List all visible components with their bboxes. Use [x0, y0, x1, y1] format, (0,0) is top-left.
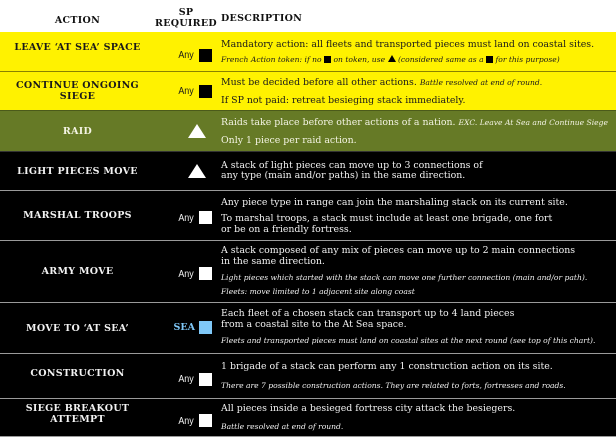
sea-label: SEA: [173, 321, 195, 333]
description-text: 1 brigade of a stack can perform any 1 construction action on its site.: [221, 361, 553, 372]
blue-square-icon: [199, 321, 212, 334]
action-name: LIGHT PIECES MOVE: [17, 165, 138, 177]
header-sp-required: [155, 0, 217, 32]
table-row-siege-breakout: [0, 398, 616, 437]
sp-label: Any: [178, 211, 194, 224]
table-row-army-move: [0, 240, 616, 302]
description-text: from a coastal site to the At Sea space.: [221, 319, 407, 330]
description-note: Battle resolved at end of round.: [221, 422, 344, 431]
note-text: French Action token: if no: [221, 55, 322, 64]
action-name: ARMY MOVE: [41, 266, 114, 277]
black-square-icon: [199, 85, 212, 98]
description-text: [221, 77, 616, 88]
note-text: for this purpose): [495, 55, 560, 64]
description-text: or be on a friendly fortress.: [221, 223, 352, 235]
description: [217, 72, 616, 110]
description-note: Fleets and transported pieces must land on coastal sites at the next round (see top of this chart).: [221, 336, 596, 345]
description: [217, 191, 616, 240]
header-action: ACTION: [54, 14, 101, 26]
table-row-marshal-troops: [0, 190, 616, 240]
description-note: There are 7 possible construction actions. They are related to forts, fortresses and roads.: [221, 381, 566, 390]
desc-main: Raids take place before other actions of a nation.: [221, 116, 456, 128]
table-header: [0, 0, 616, 32]
sp-required: [155, 399, 217, 436]
action-name: CONTINUE ONGOING SIEGE: [16, 80, 139, 102]
white-square-icon: [199, 211, 212, 224]
sp-required: [155, 111, 217, 151]
header-sp-line2: REQUIRED: [155, 18, 217, 29]
sp-label: Any: [178, 373, 194, 385]
description: [217, 303, 616, 353]
table-row-continue-siege: [0, 71, 616, 110]
description: [217, 354, 616, 398]
sp-required: [155, 241, 217, 302]
white-triangle-icon: [188, 164, 206, 178]
description-text: A stack composed of any mix of pieces can move up to 2 main connections: [221, 244, 576, 256]
action-name: SIEGE BREAKOUT ATTEMPT: [25, 402, 130, 425]
description: [217, 399, 616, 436]
sp-label: Any: [178, 49, 194, 61]
description-text: If SP not paid: retreat besieging stack immediately.: [221, 94, 466, 106]
white-square-icon: [199, 267, 212, 280]
sp-required: [155, 72, 217, 110]
note-text: on token, use: [333, 55, 386, 64]
white-triangle-icon: [188, 124, 206, 138]
description: [217, 241, 616, 302]
description-text: Mandatory action: all fleets and transported pieces must land on coastal sites.: [221, 39, 595, 50]
description: [217, 33, 616, 71]
header-sp-line1: SP: [178, 7, 194, 18]
table-row-light-pieces-move: [0, 151, 616, 190]
description: [217, 111, 616, 151]
description-text: A stack of light pieces can move up to 3 connections of: [221, 159, 483, 171]
action-name: RAID: [62, 125, 93, 137]
table-row-leave-at-sea: [0, 32, 616, 71]
header-description: DESCRIPTION: [221, 12, 303, 24]
sp-label: Any: [178, 85, 194, 97]
description-text: To marshal troops, a stack must include at least one brigade, one fort: [221, 212, 553, 224]
white-square-icon: [199, 414, 212, 427]
table-row-move-to-at-sea: [0, 302, 616, 353]
table-row-raid: [0, 110, 616, 151]
desc-italic: EXC. Leave At Sea and Continue Siege: [458, 117, 609, 127]
sp-label: Any: [178, 267, 194, 280]
note-text: (considered same as a: [397, 55, 484, 64]
action-name: LEAVE ‘AT SEA’ SPACE: [14, 41, 141, 53]
black-square-icon: [486, 56, 493, 63]
description-note: Light pieces which started with the stack can move one further connection (main and/or path).: [221, 272, 588, 282]
desc-italic: Battle resolved at end of round.: [419, 77, 543, 87]
description-text: Each fleet of a chosen stack can transport up to 4 land pieces: [221, 308, 515, 319]
black-triangle-icon: [388, 55, 396, 62]
sp-label: Any: [178, 414, 194, 427]
sp-required: [155, 191, 217, 240]
description-note: Fleets: move limited to 1 adjacent site along coast: [221, 286, 415, 296]
desc-main: Must be decided before all other actions.: [221, 76, 417, 88]
sp-required: [155, 152, 217, 190]
black-square-icon: [324, 56, 331, 63]
sp-required: [155, 354, 217, 398]
black-square-icon: [199, 49, 212, 62]
description-text: in the same direction.: [221, 255, 325, 267]
white-square-icon: [199, 373, 212, 386]
action-name: MOVE TO ‘AT SEA’: [26, 322, 129, 334]
sp-required: [155, 33, 217, 71]
sp-required: [155, 303, 217, 353]
description-text: [221, 117, 616, 128]
description-text: Only 1 piece per raid action.: [221, 134, 357, 146]
action-name: MARSHAL TROOPS: [23, 210, 132, 221]
description-note: [221, 54, 616, 65]
table-row-construction: [0, 353, 616, 398]
description: [217, 152, 616, 190]
description-text: any type (main and/or paths) in the same direction.: [221, 170, 466, 181]
action-name: CONSTRUCTION: [30, 367, 125, 379]
description-text: Any piece type in range can join the marshaling stack on its current site.: [221, 196, 568, 208]
description-text: All pieces inside a besieged fortress city attack the besiegers.: [221, 403, 516, 414]
